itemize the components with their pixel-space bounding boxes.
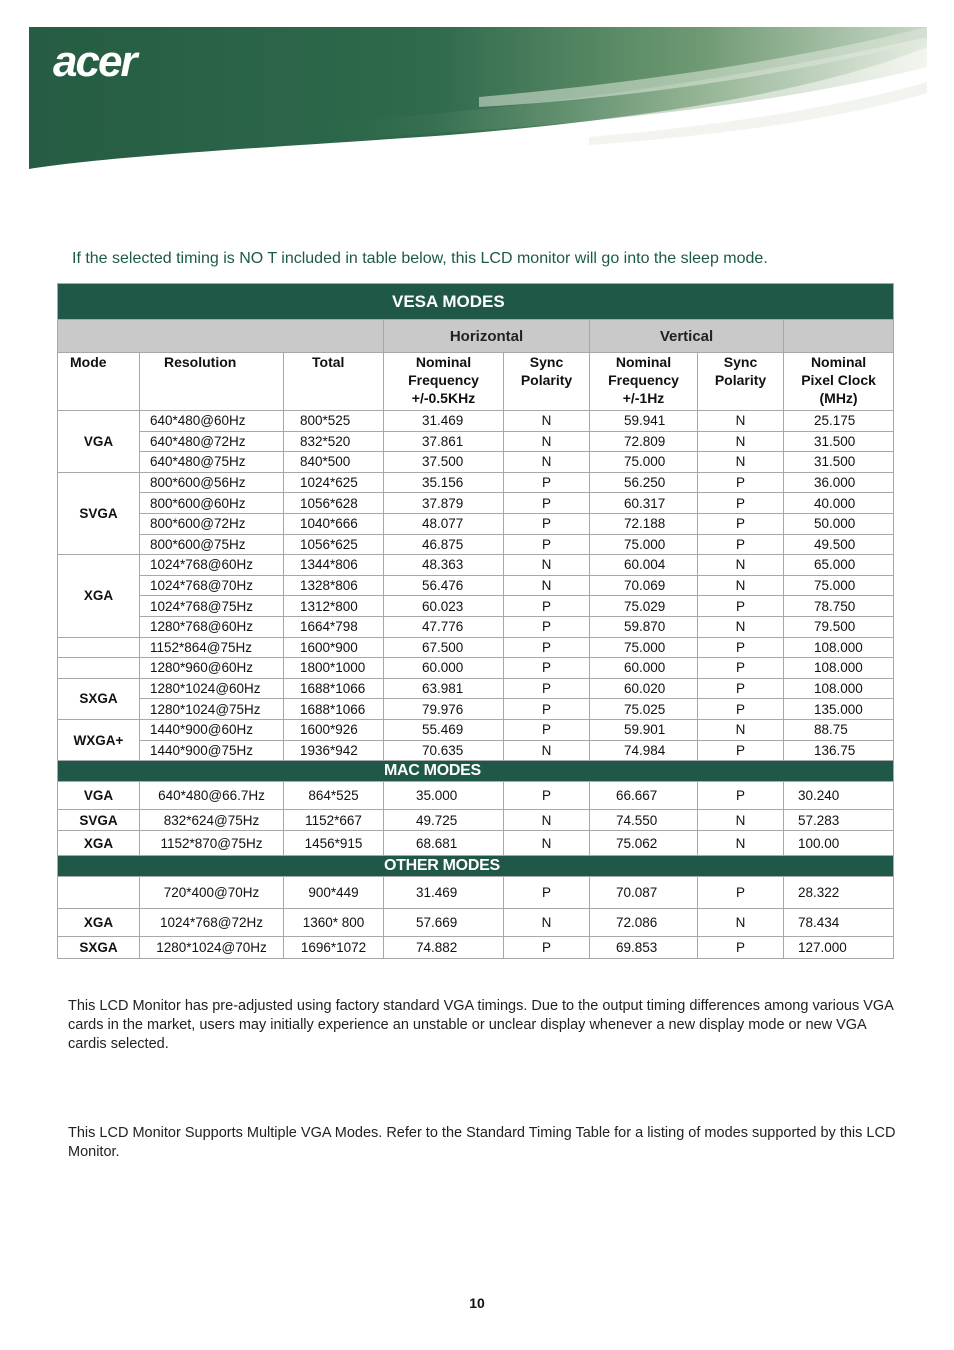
cell-hs: P	[504, 699, 590, 720]
cell-hs: P	[504, 493, 590, 514]
cell-mode	[58, 877, 140, 909]
cell-res: 1024*768@60Hz	[140, 555, 284, 576]
cell-clk: 31.500	[784, 452, 894, 473]
cell-tot: 1024*625	[284, 472, 384, 493]
cell-hf: 48.363	[384, 555, 504, 576]
cell-clk: 75.000	[784, 575, 894, 596]
cell-clk: 49.500	[784, 534, 894, 555]
cell-vs: P	[698, 637, 784, 658]
table-row	[58, 909, 894, 937]
cell-vs: N	[698, 575, 784, 596]
cell-hs: P	[504, 513, 590, 534]
cell-vf: 60.020	[590, 678, 698, 699]
horizontal-group-label: Horizontal	[384, 320, 590, 353]
col-total: Total	[284, 353, 384, 411]
cell-hs: P	[504, 782, 590, 810]
cell-hf: 37.500	[384, 452, 504, 473]
col-pixel-clock: Nominal Pixel Clock (MHz)	[784, 353, 894, 411]
other-section-title: OTHER MODES	[58, 856, 894, 877]
cell-res: 1024*768@72Hz	[140, 909, 284, 937]
cell-hf: 60.023	[384, 596, 504, 617]
cell-hs: N	[504, 831, 590, 856]
cell-clk: 36.000	[784, 472, 894, 493]
cell-tot: 1056*628	[284, 493, 384, 514]
cell-clk: 40.000	[784, 493, 894, 514]
cell-vf: 59.870	[590, 616, 698, 637]
cell-res: 1152*864@75Hz	[140, 637, 284, 658]
cell-hs: P	[504, 658, 590, 679]
cell-vf: 60.004	[590, 555, 698, 576]
cell-mode: SVGA	[58, 810, 140, 831]
cell-clk: 78.434	[784, 909, 894, 937]
cell-res: 1440*900@60Hz	[140, 719, 284, 740]
cell-hs: P	[504, 678, 590, 699]
cell-vf: 66.667	[590, 782, 698, 810]
cell-vf: 75.000	[590, 534, 698, 555]
intro-text: If the selected timing is NO T included in table below, this LCD monitor will go into the sleep mode.	[72, 250, 768, 267]
cell-tot: 1312*800	[284, 596, 384, 617]
cell-tot: 1344*806	[284, 555, 384, 576]
cell-vf: 70.069	[590, 575, 698, 596]
cell-res: 1280*1024@70Hz	[140, 937, 284, 959]
table-row	[58, 534, 894, 555]
cell-vf: 75.000	[590, 452, 698, 473]
note-supported-modes: This LCD Monitor Supports Multiple VGA Modes. Refer to the Standard Timing Table for a listing of modes supported by this LCD Monitor.	[68, 1125, 896, 1160]
vertical-group-label: Vertical	[590, 320, 784, 353]
cell-vf: 59.901	[590, 719, 698, 740]
cell-vs: P	[698, 472, 784, 493]
col-h-frequency: Nominal Frequency +/-0.5KHz	[384, 353, 504, 411]
cell-tot: 840*500	[284, 452, 384, 473]
cell-clk: 30.240	[784, 782, 894, 810]
cell-hf: 49.725	[384, 810, 504, 831]
cell-hf: 74.882	[384, 937, 504, 959]
table-row	[58, 810, 894, 831]
cell-clk: 127.000	[784, 937, 894, 959]
cell-clk: 50.000	[784, 513, 894, 534]
cell-vs: P	[698, 740, 784, 761]
cell-vf: 72.809	[590, 431, 698, 452]
col-v-frequency: Nominal Frequency +/-1Hz	[590, 353, 698, 411]
cell-mode: SXGA	[58, 937, 140, 959]
table-row	[58, 658, 894, 679]
cell-hf: 63.981	[384, 678, 504, 699]
cell-hf: 55.469	[384, 719, 504, 740]
cell-hf: 57.669	[384, 909, 504, 937]
cell-hs: N	[504, 909, 590, 937]
cell-res: 640*480@60Hz	[140, 411, 284, 432]
cell-clk: 136.75	[784, 740, 894, 761]
cell-res: 1152*870@75Hz	[140, 831, 284, 856]
cell-hf: 35.156	[384, 472, 504, 493]
cell-vs: N	[698, 452, 784, 473]
cell-tot: 1936*942	[284, 740, 384, 761]
cell-hf: 70.635	[384, 740, 504, 761]
cell-hs: N	[504, 452, 590, 473]
table-row	[58, 513, 894, 534]
cell-res: 800*600@72Hz	[140, 513, 284, 534]
other-section-header	[58, 856, 894, 877]
cell-vs: N	[698, 555, 784, 576]
cell-vs: P	[698, 699, 784, 720]
cell-hs: P	[504, 937, 590, 959]
cell-hs: P	[504, 616, 590, 637]
table-row	[58, 431, 894, 452]
cell-vs: N	[698, 831, 784, 856]
cell-res: 640*480@75Hz	[140, 452, 284, 473]
cell-clk: 31.500	[784, 431, 894, 452]
col-mode: Mode	[58, 353, 140, 411]
cell-tot: 900*449	[284, 877, 384, 909]
table-row	[58, 877, 894, 909]
cell-vf: 72.086	[590, 909, 698, 937]
cell-vs: P	[698, 513, 784, 534]
banner-swoosh-graphic	[29, 27, 927, 169]
cell-tot: 1600*926	[284, 719, 384, 740]
cell-res: 800*600@75Hz	[140, 534, 284, 555]
cell-vs: N	[698, 719, 784, 740]
cell-vf: 60.317	[590, 493, 698, 514]
cell-mode	[58, 658, 140, 679]
cell-tot: 1040*666	[284, 513, 384, 534]
cell-mode: VGA	[58, 411, 140, 473]
cell-mode	[58, 637, 140, 658]
mac-section-header	[58, 761, 894, 782]
cell-vs: P	[698, 493, 784, 514]
cell-mode: SVGA	[58, 472, 140, 554]
cell-tot: 1688*1066	[284, 699, 384, 720]
cell-hf: 68.681	[384, 831, 504, 856]
cell-tot: 832*520	[284, 431, 384, 452]
table-row	[58, 411, 894, 432]
cell-vf: 75.029	[590, 596, 698, 617]
cell-mode: WXGA+	[58, 719, 140, 760]
cell-mode: VGA	[58, 782, 140, 810]
cell-tot: 800*525	[284, 411, 384, 432]
column-header-row	[58, 353, 894, 411]
cell-clk: 135.000	[784, 699, 894, 720]
table-row	[58, 472, 894, 493]
cell-res: 720*400@70Hz	[140, 877, 284, 909]
table-row	[58, 782, 894, 810]
cell-vs: P	[698, 877, 784, 909]
col-v-sync: Sync Polarity	[698, 353, 784, 411]
cell-vs: N	[698, 909, 784, 937]
cell-hf: 31.469	[384, 877, 504, 909]
cell-tot: 1056*625	[284, 534, 384, 555]
table-row	[58, 699, 894, 720]
cell-clk: 79.500	[784, 616, 894, 637]
cell-hf: 60.000	[384, 658, 504, 679]
cell-tot: 1328*806	[284, 575, 384, 596]
cell-hs: N	[504, 555, 590, 576]
col-resolution: Resolution	[140, 353, 284, 411]
cell-res: 1024*768@70Hz	[140, 575, 284, 596]
cell-clk: 88.75	[784, 719, 894, 740]
cell-hf: 67.500	[384, 637, 504, 658]
mac-section-title: MAC MODES	[58, 761, 894, 782]
cell-vf: 75.025	[590, 699, 698, 720]
cell-vf: 74.550	[590, 810, 698, 831]
cell-hs: P	[504, 534, 590, 555]
table-row	[58, 575, 894, 596]
cell-tot: 1152*667	[284, 810, 384, 831]
table-row	[58, 555, 894, 576]
cell-res: 1280*1024@75Hz	[140, 699, 284, 720]
cell-tot: 1664*798	[284, 616, 384, 637]
cell-clk: 28.322	[784, 877, 894, 909]
cell-hs: P	[504, 877, 590, 909]
cell-hs: N	[504, 740, 590, 761]
table-row	[58, 596, 894, 617]
cell-clk: 108.000	[784, 658, 894, 679]
cell-mode: XGA	[58, 909, 140, 937]
note-pre-adjusted: This LCD Monitor has pre-adjusted using factory standard VGA timings. Due to the output timing differences among various VGA cards in the market, users may initially experience an unstable or unclear display whenever a new display mode or new VGA cardis selected.	[68, 998, 894, 1052]
table-row	[58, 637, 894, 658]
vesa-title: VESA MODES	[58, 284, 894, 320]
cell-vf: 59.941	[590, 411, 698, 432]
cell-vs: P	[698, 937, 784, 959]
cell-res: 1280*960@60Hz	[140, 658, 284, 679]
header-banner	[29, 27, 927, 169]
cell-hf: 46.875	[384, 534, 504, 555]
cell-vf: 70.087	[590, 877, 698, 909]
cell-hs: N	[504, 411, 590, 432]
cell-mode: SXGA	[58, 678, 140, 719]
cell-hf: 47.776	[384, 616, 504, 637]
cell-vf: 75.062	[590, 831, 698, 856]
cell-hf: 37.879	[384, 493, 504, 514]
cell-hs: P	[504, 472, 590, 493]
cell-mode: XGA	[58, 555, 140, 637]
table-row	[58, 719, 894, 740]
cell-hf: 79.976	[384, 699, 504, 720]
cell-res: 640*480@66.7Hz	[140, 782, 284, 810]
acer-logo: acer	[53, 37, 136, 86]
cell-res: 640*480@72Hz	[140, 431, 284, 452]
page-number: 10	[469, 1295, 485, 1311]
cell-hs: N	[504, 810, 590, 831]
cell-clk: 108.000	[784, 637, 894, 658]
table-row	[58, 452, 894, 473]
cell-hs: P	[504, 719, 590, 740]
timing-table	[57, 283, 894, 959]
cell-tot: 1360* 800	[284, 909, 384, 937]
cell-mode: XGA	[58, 831, 140, 856]
cell-res: 1440*900@75Hz	[140, 740, 284, 761]
cell-vf: 74.984	[590, 740, 698, 761]
cell-hf: 56.476	[384, 575, 504, 596]
group-header-row	[58, 320, 894, 353]
cell-hs: P	[504, 637, 590, 658]
cell-vf: 72.188	[590, 513, 698, 534]
cell-vs: N	[698, 810, 784, 831]
cell-res: 1280*1024@60Hz	[140, 678, 284, 699]
cell-vs: P	[698, 678, 784, 699]
cell-vs: N	[698, 411, 784, 432]
cell-vf: 56.250	[590, 472, 698, 493]
cell-vf: 75.000	[590, 637, 698, 658]
cell-clk: 57.283	[784, 810, 894, 831]
cell-tot: 1800*1000	[284, 658, 384, 679]
cell-hf: 31.469	[384, 411, 504, 432]
cell-clk: 108.000	[784, 678, 894, 699]
cell-res: 800*600@56Hz	[140, 472, 284, 493]
cell-clk: 25.175	[784, 411, 894, 432]
cell-hf: 37.861	[384, 431, 504, 452]
cell-clk: 78.750	[784, 596, 894, 617]
cell-hs: P	[504, 596, 590, 617]
cell-vs: P	[698, 534, 784, 555]
cell-hf: 35.000	[384, 782, 504, 810]
cell-res: 1024*768@75Hz	[140, 596, 284, 617]
cell-vs: P	[698, 782, 784, 810]
cell-res: 1280*768@60Hz	[140, 616, 284, 637]
cell-tot: 1456*915	[284, 831, 384, 856]
cell-vs: N	[698, 431, 784, 452]
cell-clk: 100.00	[784, 831, 894, 856]
table-row	[58, 678, 894, 699]
cell-tot: 1696*1072	[284, 937, 384, 959]
cell-hf: 48.077	[384, 513, 504, 534]
table-row	[58, 616, 894, 637]
vesa-section-header	[58, 284, 894, 320]
cell-hs: N	[504, 575, 590, 596]
cell-tot: 864*525	[284, 782, 384, 810]
cell-vf: 60.000	[590, 658, 698, 679]
cell-vs: N	[698, 616, 784, 637]
col-h-sync: Sync Polarity	[504, 353, 590, 411]
table-row	[58, 937, 894, 959]
cell-res: 832*624@75Hz	[140, 810, 284, 831]
cell-vf: 69.853	[590, 937, 698, 959]
table-row	[58, 740, 894, 761]
cell-vs: P	[698, 596, 784, 617]
cell-tot: 1688*1066	[284, 678, 384, 699]
cell-res: 800*600@60Hz	[140, 493, 284, 514]
cell-hs: N	[504, 431, 590, 452]
cell-vs: P	[698, 658, 784, 679]
table-row	[58, 493, 894, 514]
cell-clk: 65.000	[784, 555, 894, 576]
cell-tot: 1600*900	[284, 637, 384, 658]
table-row	[58, 831, 894, 856]
